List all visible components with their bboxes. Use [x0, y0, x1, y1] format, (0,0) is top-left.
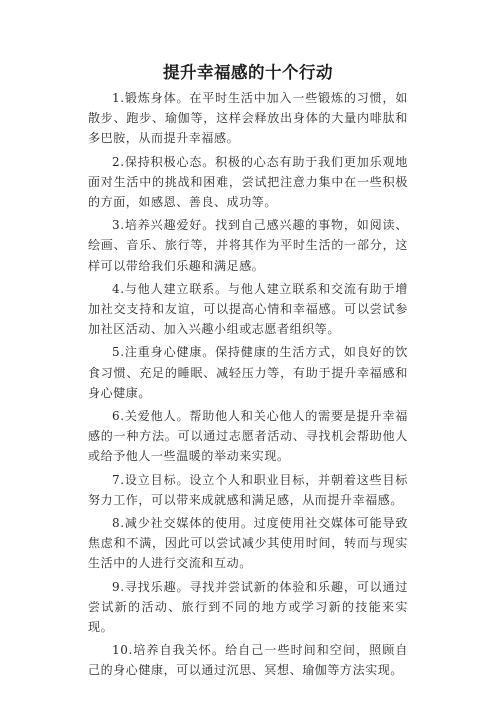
paragraph-3: 3.培养兴趣爱好。找到自己感兴趣的事物，如阅读、绘画、音乐、旅行等，并将其作为平时生活的一部分，这样可以带给我们乐趣和满足感。: [88, 218, 408, 273]
document-body: [88, 88, 408, 684]
paragraph-2: 2.保持积极心态。积极的心态有助于我们更加乐观地面对生活中的挑战和困难，尝试把注意力集中在一些积极的方面，如感恩、善良、成功等。: [88, 154, 408, 210]
paragraph-9: 9.寻找乐趣。寻找并尝试新的体验和乐趣，可以通过尝试新的活动、旅行到不同的地方或学习新的技能来实现。: [88, 579, 408, 635]
paragraph-1: 1.锻炼身体。在平时生活中加入一些锻炼的习惯，如散步、跑步、瑜伽等，这样会释放出身体的大量内啡肽和多巴胺，从而提升幸福感。: [88, 91, 408, 146]
paragraph-4: 4.与他人建立联系。与他人建立联系和交流有助于增加社交支持和友谊，可以提高心情和幸福感。可以尝试参加社区活动、加入兴趣小组或志愿者组织等。: [88, 281, 408, 337]
paragraph-6: 6.关爱他人。帮助他人和关心他人的需要是提升幸福感的一种方法。可以通过志愿者活动、寻找机会帮助他人或给予他人一些温暖的举动来实现。: [88, 409, 408, 464]
paragraph-10: 10.培养自我关怀。给自己一些时间和空间，照顾自己的身心健康，可以通过沉思、冥想、瑜伽等方法实现。: [88, 643, 408, 678]
document-title: 提升幸福感的十个行动: [163, 63, 333, 82]
paragraph-8: 8.减少社交媒体的使用。过度使用社交媒体可能导致焦虑和不满，因此可以尝试减少其使用时间，转而与现实生活中的人进行交流和互动。: [88, 516, 408, 571]
paragraph-7: 7.设立目标。设立个人和职业目标，并朝着这些目标努力工作，可以带来成就感和满足感，从而提升幸福感。: [88, 472, 408, 507]
paragraph-5: 5.注重身心健康。保持健康的生活方式，如良好的饮食习惯、充足的睡眠、减轻压力等，有助于提升幸福感和身心健康。: [88, 345, 408, 400]
